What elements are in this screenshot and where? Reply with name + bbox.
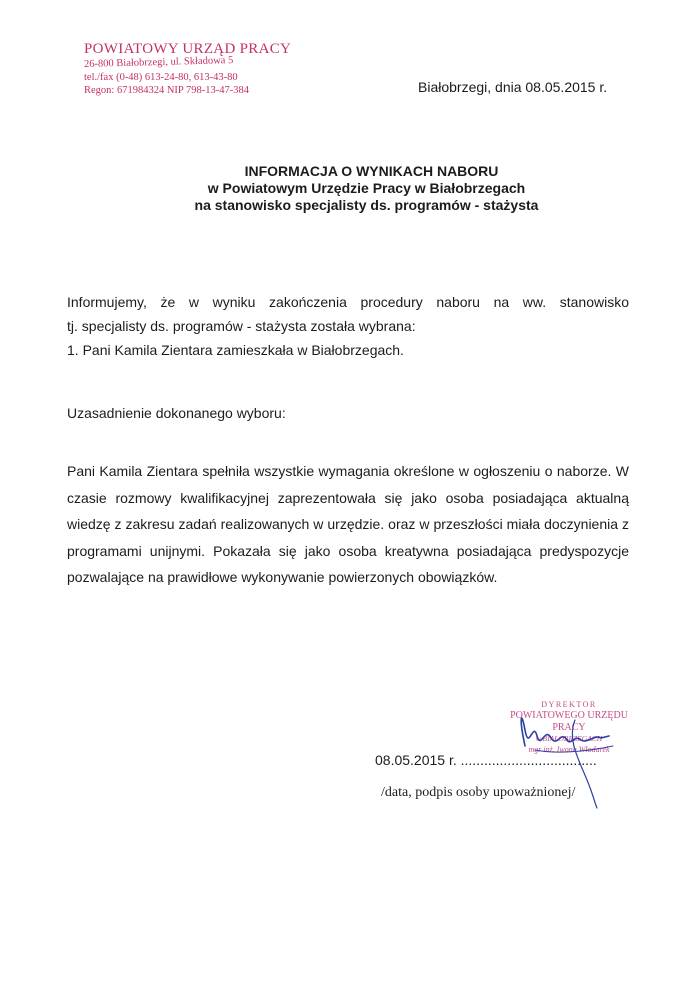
director-stamp-title: DYREKTOR [541,700,597,709]
title-line-3: na stanowisko specjalisty ds. programów - stażysta [194,197,539,213]
stamp-phone: tel./fax (0-48) 613-24-80, 613-43-80 [84,72,238,83]
info-row-3: 1. Pani Kamila Zientara zamieszkała w Białobrzegach. [67,342,404,358]
place-date: Białobrzegi, dnia 08.05.2015 r. [418,79,608,95]
info-row-1: Informujemy, że w wyniku zakończenia procedury naboru na ww. stanowisko [67,294,629,310]
signature-caption: /data, podpis osoby upoważnionej/ [381,785,576,800]
title-line-1: INFORMACJA O WYNIKACH NABORU [244,163,499,179]
office-stamp [84,40,294,97]
director-stamp-office: POWIATOWEGO URZĘDU PRACY [510,710,628,733]
stamp-address: 26-800 Białobrzegi, ul. Składowa 5 [83,55,234,70]
document-title [0,163,693,214]
director-stamp-name: mgr inż. Iwona Włodarek [528,745,610,754]
title-line-2: w Powiatowym Urzędzie Pracy w Białobrzegach [207,180,526,196]
justification-heading: Uzasadnienie dokonanego wyboru: [67,405,286,421]
stamp-org-name: POWIATOWY URZĄD PRACY [84,41,292,57]
signature-date-line: 08.05.2015 r. ................................... [375,752,597,768]
justification-text: Pani Kamila Zientara spełniła wszystkie wymagania określone w ogłoszeniu o naborze. W czasie rozmowy kwalifikacyjnej zaprezentowała się jako osoba posiadająca aktualną wiedzę z zakresu zadań realizowanych w urzędzie. oraz w przeszłości miała doczynienia z programami unijnymi. Pokazała się jako osoba kreatywna posiadająca predyspozycje pozwalające na prawidłowe wykonywanie powierzonych obowiązków. [67,463,629,585]
selection-info [67,290,629,362]
info-row-2: tj. specjalisty ds. programów - stażysta została wybrana: [67,318,416,334]
stamp-ids: Regon: 671984324 NIP 798-13-47-384 [84,85,249,96]
director-stamp-city: w BIAŁOBRZEGACH [535,734,603,743]
